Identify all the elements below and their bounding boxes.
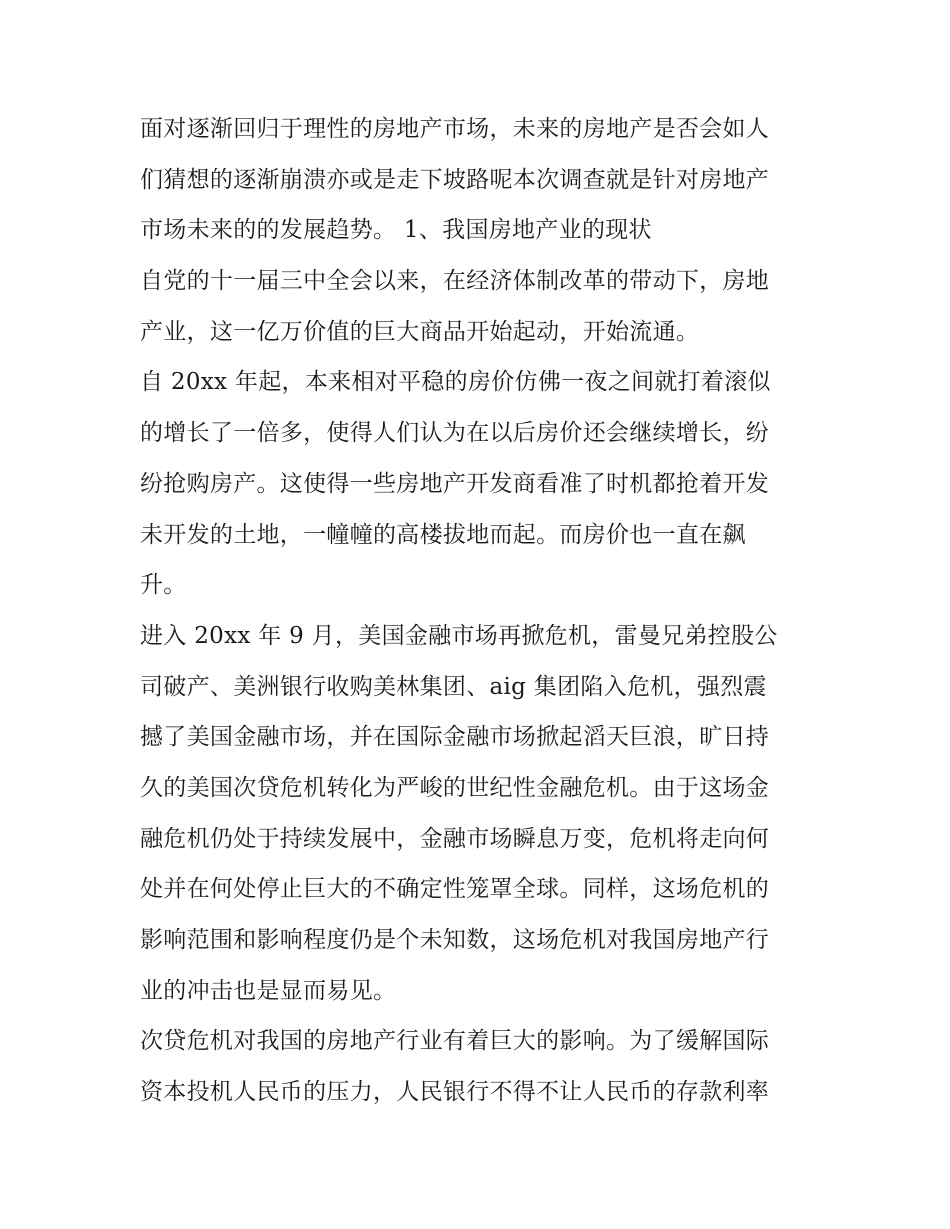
text-line: 产业，这一亿万价值的巨大商品开始起动，开始流通。 bbox=[140, 318, 700, 345]
text-line: 久的美国次贷危机转化为严峻的世纪性金融危机。由于这场金 bbox=[140, 774, 770, 801]
text-line: 纷抢购房产。这使得一些房地产开发商看准了时机都抢着开发 bbox=[140, 470, 770, 497]
text-line: 们猜想的逐渐崩溃亦或是走下坡路呢本次调查就是针对房地产 bbox=[140, 166, 770, 193]
text-line: 处并在何处停止巨大的不确定性笼罩全球。同样，这场危机的 bbox=[140, 876, 770, 903]
text-line: 未开发的土地，一幢幢的高楼拔地而起。而房价也一直在飙 bbox=[140, 521, 746, 548]
document-body bbox=[140, 104, 820, 1118]
text-line: 次贷危机对我国的房地产行业有着巨大的影响。为了缓解国际 bbox=[140, 1028, 770, 1055]
text-line: 撼了美国金融市场，并在国际金融市场掀起滔天巨浪，旷日持 bbox=[140, 724, 770, 751]
text-line: 资本投机人民币的压力，人民银行不得不让人民币的存款利率 bbox=[140, 1079, 770, 1106]
text-line: 升。 bbox=[140, 572, 187, 599]
text-line: 影响范围和影响程度仍是个未知数，这场危机对我国房地产行 bbox=[140, 927, 770, 953]
text-line: 市场未来的的发展趋势。 1、我国房地产业的现状 bbox=[140, 217, 652, 244]
text-line: 的增长了一倍多，使得人们认为在以后房价还会继续增长，纷 bbox=[140, 420, 770, 447]
text-line: 自 20xx 年起，本来相对平稳的房价仿佛一夜之间就打着滚似 bbox=[140, 369, 771, 396]
text-line: 进入 20xx 年 9 月，美国金融市场再掀危机，雷曼兄弟控股公 bbox=[140, 622, 778, 649]
text-line: 业的冲击也是显而易见。 bbox=[140, 977, 397, 1004]
text-line: 面对逐渐回归于理性的房地产市场，未来的房地产是否会如人 bbox=[140, 116, 770, 142]
text-line: 自党的十一届三中全会以来，在经济体制改革的带动下，房地 bbox=[140, 268, 770, 295]
text-line: 融危机仍处于持续发展中，金融市场瞬息万变，危机将走向何 bbox=[140, 825, 770, 852]
text-line: 司破产、美洲银行收购美林集团、aig 集团陷入危机，强烈震 bbox=[140, 673, 767, 700]
